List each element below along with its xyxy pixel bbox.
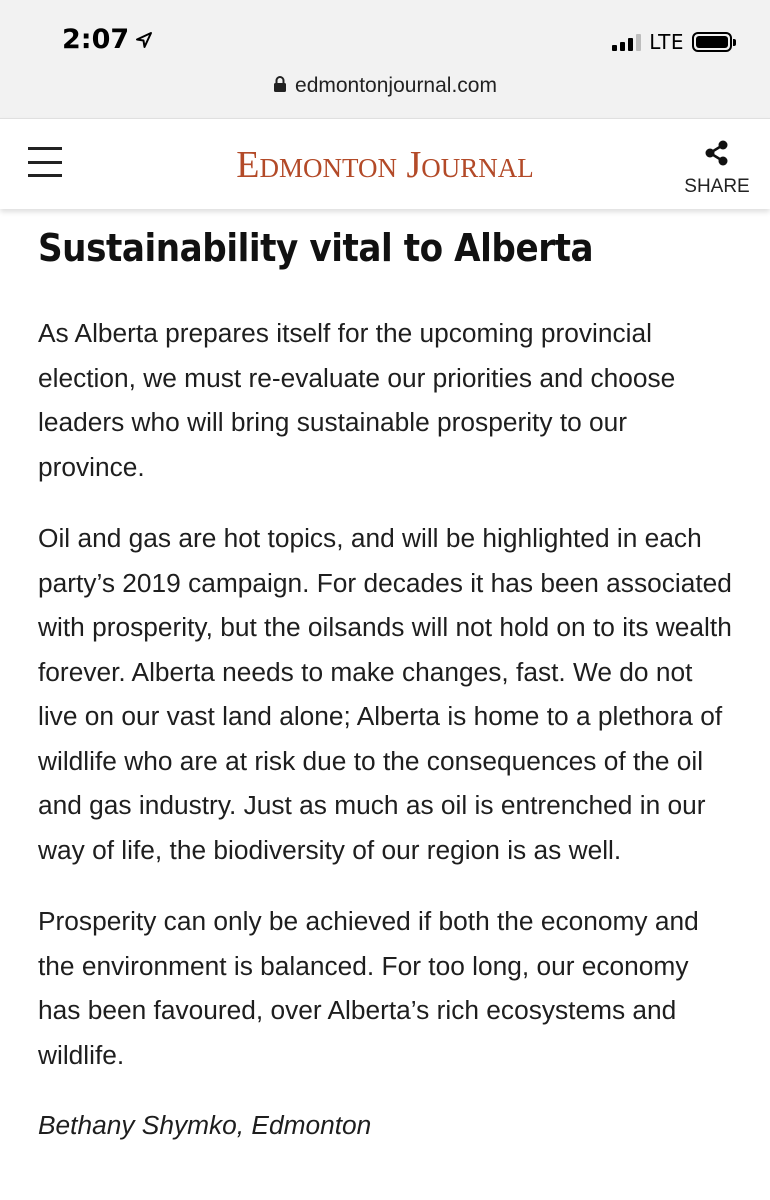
url-text: edmontonjournal.com bbox=[295, 74, 497, 97]
site-logo[interactable]: Edmonton Journal bbox=[236, 144, 534, 186]
share-label: SHARE bbox=[684, 176, 750, 197]
status-time bbox=[62, 24, 153, 55]
site-header bbox=[0, 118, 770, 209]
battery-icon bbox=[692, 32, 732, 52]
signal-icon bbox=[612, 33, 641, 51]
article-headline: Sustainability vital to Alberta bbox=[38, 226, 594, 270]
article-paragraph: Prosperity can only be achieved if both the economy and the environment is balanced. For too long, our economy has been favoured, over Alberta’s rich ecosystems and wildlife. bbox=[38, 906, 699, 1070]
share-button[interactable] bbox=[680, 139, 754, 198]
article-paragraph: As Alberta prepares itself for the upcoming provincial election, we must re-evaluate our priorities and choose leaders who will bring sustainable prosperity to our province. bbox=[38, 318, 676, 482]
location-arrow-icon bbox=[135, 31, 153, 49]
phone-top-chrome bbox=[0, 0, 770, 118]
browser-address-bar[interactable] bbox=[0, 74, 770, 98]
network-type: LTE bbox=[649, 30, 684, 54]
article-paragraph: Oil and gas are hot topics, and will be highlighted in each party’s 2019 campaign. For decades it has been associated with prosperity, but the oilsands will not hold on to its wealth forever. Alberta needs to make changes, fast. We do not live on our vast land alone; Alberta is home to a plethora of wildlife who are at risk due to the consequences of the oil and gas industry. Just as much as oil is entrenched in our way of life, the biodiversity of our region is as well. bbox=[38, 523, 732, 865]
lock-icon bbox=[273, 75, 287, 98]
article-signature: Bethany Shymko, Edmonton bbox=[38, 1110, 372, 1140]
article-body bbox=[38, 208, 738, 1147]
status-indicators bbox=[612, 30, 732, 54]
share-icon bbox=[703, 139, 731, 172]
status-time-text: 2:07 bbox=[62, 24, 130, 55]
